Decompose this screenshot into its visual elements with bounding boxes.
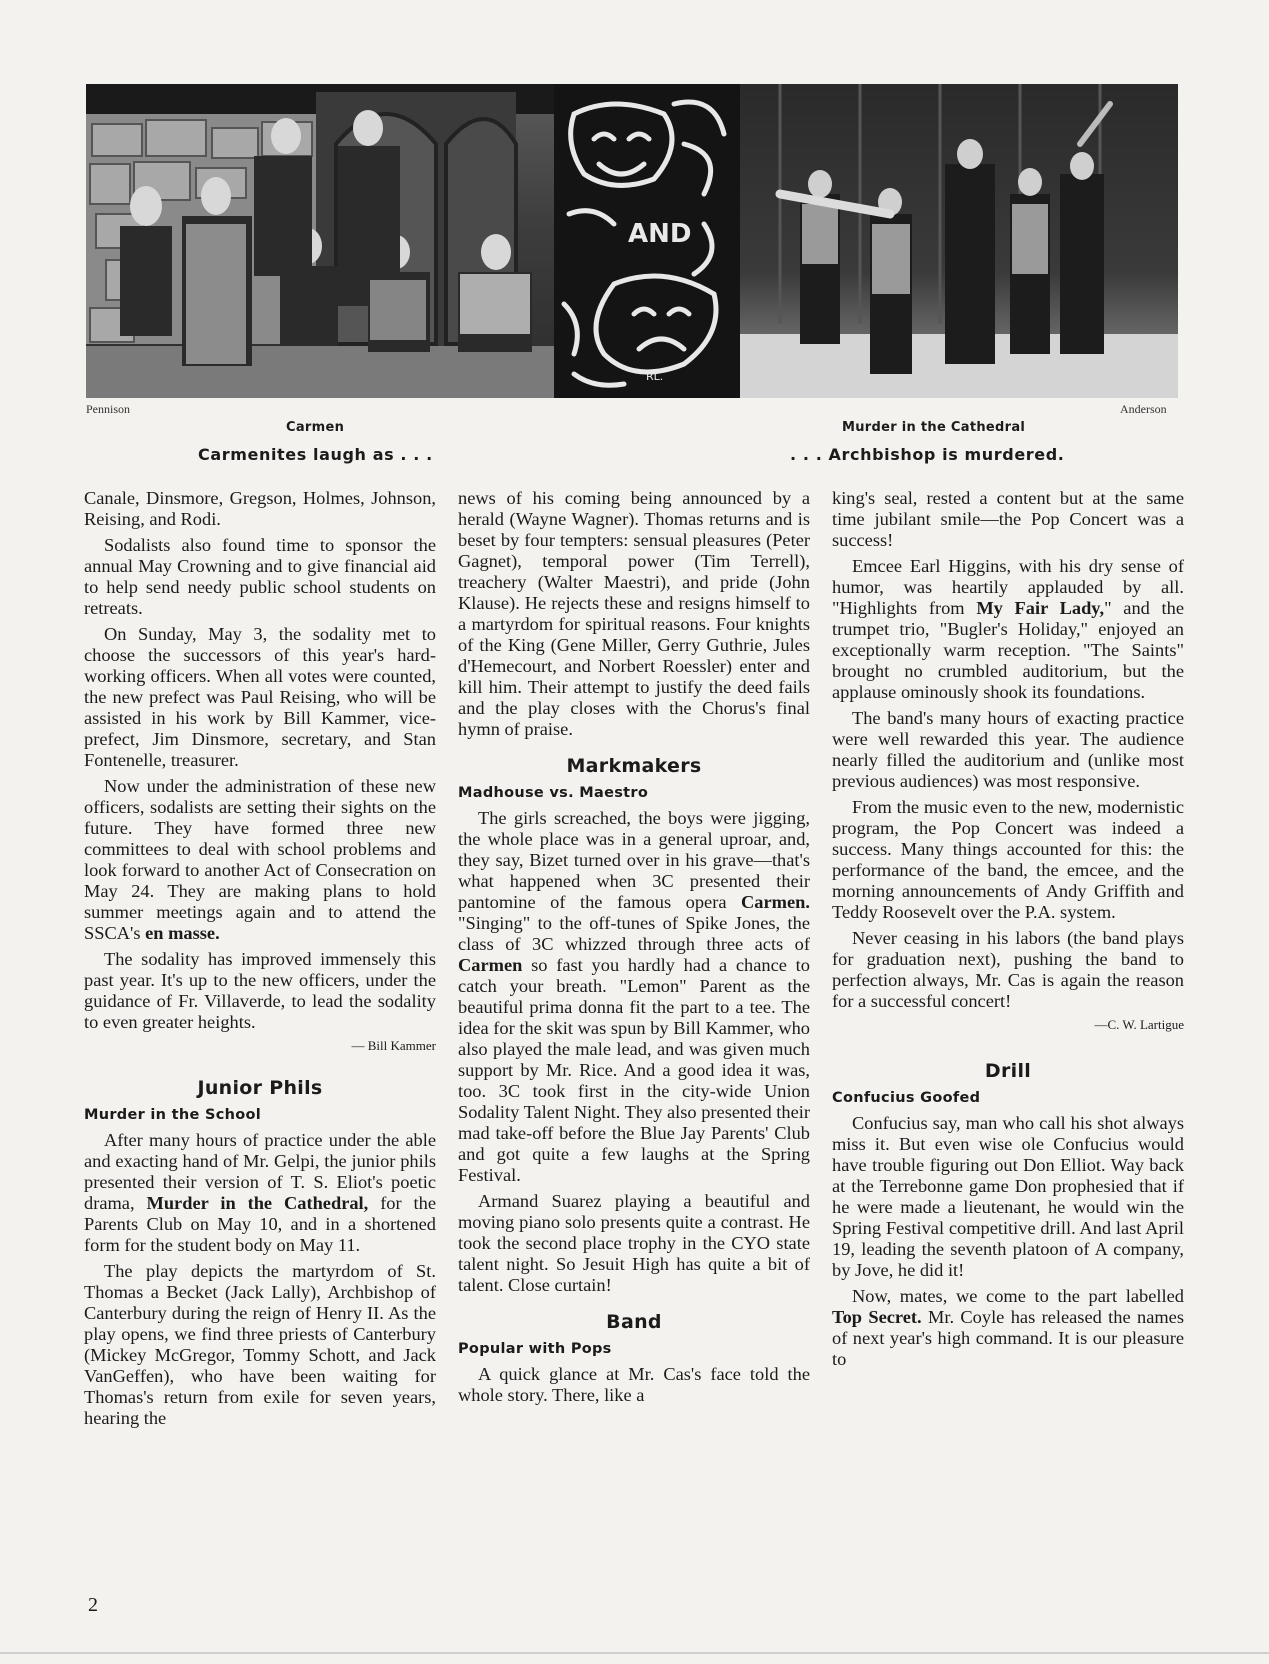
byline: — Bill Kammer — [351, 1038, 436, 1053]
text-run: "Singing" to the off-tunes of Spike Jones, the class of 3C whizzed through three acts of — [458, 913, 810, 954]
paragraph: Canale, Dinsmore, Gregson, Holmes, Johnson, Reising, and Rodi. — [84, 488, 436, 529]
text-run: so fast you hardly had a chance to catch your breath. "Lemon" Parent as the beautiful prima donna fit the part to a tee. The idea for the skit was spun by Bill Kammer, who also played the male lead, and was given much support by Mr. Rice. And a good idea it was, too. 3C took first in the city-wide Union Sodality Talent Night. They also presented their mad take-off before the Blue Jay Parents' Club and got quite a few laughs at the Spring Festival. — [458, 955, 810, 1185]
caption-right-title: Murder in the Cathedral — [842, 420, 1026, 435]
carmen-photo-art — [86, 84, 554, 398]
section-heading: Drill — [984, 1060, 1032, 1082]
text-run: The girls screached, the boys were jigging, the whole place was in a general uproar, and, they say, Bizet turned over in his grave—that's what happened when 3C presented their pantomine of the famous opera — [458, 808, 810, 912]
section-heading: Band — [606, 1311, 662, 1333]
mask-word: AND — [628, 219, 692, 249]
paragraph — [84, 1130, 436, 1256]
paragraph: Armand Suarez playing a beautiful and moving piano solo presents quite a contrast. He took the second place trophy in the CYO state talent night. So Jesuit High has quite a bit of talent. Close curtain! — [458, 1191, 810, 1295]
text-run: Now under the administration of these new officers, sodalists are setting their sights on the future. They have formed three new committees to deal with school problems and look forward to another Act of Consecration on May 24. They are making plans to hold summer meetings again and to attend the SSCA's — [84, 776, 436, 943]
column-3 — [832, 488, 1184, 1375]
text-run: Mr. Coyle has released the names of next year's high command. It is our pleasure to — [832, 1307, 1184, 1369]
page-number: 2 — [88, 1594, 98, 1616]
paragraph: Confucius say, man who call his shot always miss it. But even wise ole Confucius would have trouble figuring out Don Elliot. Way back at the Terrebonne game Don prophesied that if he were made a lieutenant, he would win the Spring Festival competitive drill. And last April 19, leading the seventh platoon of A company, by Jove, he did it! — [832, 1113, 1184, 1280]
bold-text: Carmen — [458, 955, 523, 975]
text-run: Emcee Earl Higgins, with his dry sense of humor, was heartily applauded by all. "Highlights from — [832, 556, 1184, 618]
photo-credit-left: Pennison — [86, 402, 131, 416]
bottom-edge — [0, 1652, 1269, 1654]
text-run: Now, mates, we come to the part labelled — [852, 1286, 1184, 1306]
paragraph: On Sunday, May 3, the sodality met to choose the successors of this year's hard-working officers. When all votes were counted, the new prefect was Paul Reising, who will be assisted in his work by Bill Kammer, vice-prefect, Jim Dinsmore, secretary, and Stan Fontenelle, treasurer. — [84, 624, 436, 770]
paragraph — [84, 776, 436, 944]
paragraph: The sodality has improved immensely this past year. It's up to the new officers, under the guidance of Fr. Villaverde, to lead the sodality to even greater heights. — [84, 949, 436, 1032]
cathedral-photo-art — [740, 84, 1178, 398]
carmen-photo — [86, 84, 554, 398]
paragraph: Never ceasing in his labors (the band plays for graduation next), pushing the band to perfection always, Mr. Cas is again the reason for a successful concert! — [832, 928, 1184, 1011]
caption-left-line: Carmenites laugh as . . . — [198, 445, 433, 464]
bold-text: Top Secret. — [832, 1307, 922, 1327]
column-1 — [84, 488, 436, 1434]
bold-text: en masse. — [145, 923, 220, 943]
photo-credit-right: Anderson — [1120, 402, 1167, 416]
comedy-tragedy-masks — [554, 84, 740, 398]
caption-left-title: Carmen — [286, 420, 345, 435]
section-subheading: Madhouse vs. Maestro — [458, 785, 649, 801]
text-run: After many hours of practice under the able and exacting hand of Mr. Gelpi, the junior phils presented their version of T. S. Eliot's poetic drama, — [84, 1130, 436, 1213]
paragraph — [832, 556, 1184, 703]
byline: —C. W. Lartigue — [1094, 1017, 1184, 1032]
bold-text: Murder in the Cathedral, — [146, 1193, 369, 1213]
section-subheading: Confucius Goofed — [832, 1090, 981, 1106]
section-subheading: Murder in the School — [84, 1107, 262, 1123]
paragraph: The play depicts the martyrdom of St. Thomas a Becket (Jack Lally), Archbishop of Canterbury during the reign of Henry II. As the play opens, we find three priests of Canterbury (Mickey McGregor, Tommy Schott, and Jack VanGeffen), who have been waiting for Thomas's return from exile for seven years, hearing the — [84, 1261, 436, 1428]
paragraph — [832, 1286, 1184, 1370]
cathedral-photo — [740, 84, 1178, 398]
section-subheading: Popular with Pops — [458, 1341, 612, 1357]
column-2 — [458, 488, 810, 1411]
bold-text: Carmen. — [741, 892, 810, 912]
paragraph: king's seal, rested a content but at the same time jubilant smile—the Pop Concert was a success! — [832, 488, 1184, 550]
paragraph — [458, 808, 810, 1186]
paragraph: The band's many hours of exacting practice were well rewarded this year. The audience nearly filled the auditorium and (unlike most previous audiences) was most responsive. — [832, 708, 1184, 791]
photo-strip — [86, 84, 1178, 398]
paragraph: news of his coming being announced by a herald (Wayne Wagner). Thomas returns and is beset by four tempters: sensual pleasures (Peter Gagnet), temporal power (Tim Terrell), treachery (Walter Maestri), and pride (John Klause). He rejects these and resigns himself to a martyrdom for spiritual reasons. Four knights of the King (Gene Miller, Gerry Guthrie, Jules d'Hemecourt, and Norbert Roessler) enter and kill him. Their attempt to justify the deed fails and the play closes with the Chorus's final hymn of praise. — [458, 488, 810, 739]
section-heading: Junior Phils — [197, 1077, 323, 1099]
artist-initials: RL. — [646, 370, 664, 383]
paragraph: From the music even to the new, modernistic program, the Pop Concert was indeed a success. Many things accounted for this: the performance of the band, the emcee, and the morning announcements of Andy Griffith and Teddy Roosevelt over the P.A. system. — [832, 797, 1184, 922]
caption-right-line: . . . Archbishop is murdered. — [790, 445, 1065, 464]
paragraph: A quick glance at Mr. Cas's face told the whole story. There, like a — [458, 1364, 810, 1405]
text-run: " and the trumpet trio, "Bugler's Holiday," enjoyed an exceptionally warm reception. "The Saints" brought no crumbled auditorium, but the applause ominously shook its foundations. — [832, 598, 1184, 702]
bold-text: My Fair Lady, — [976, 598, 1105, 618]
section-heading: Markmakers — [566, 755, 702, 777]
text-run: for the Parents Club on May 10, and in a shortened form for the student body on May 11. — [84, 1193, 436, 1255]
masks-artwork — [554, 84, 740, 398]
paragraph: Sodalists also found time to sponsor the annual May Crowning and to give financial aid to help send needy public school students on retreats. — [84, 535, 436, 618]
